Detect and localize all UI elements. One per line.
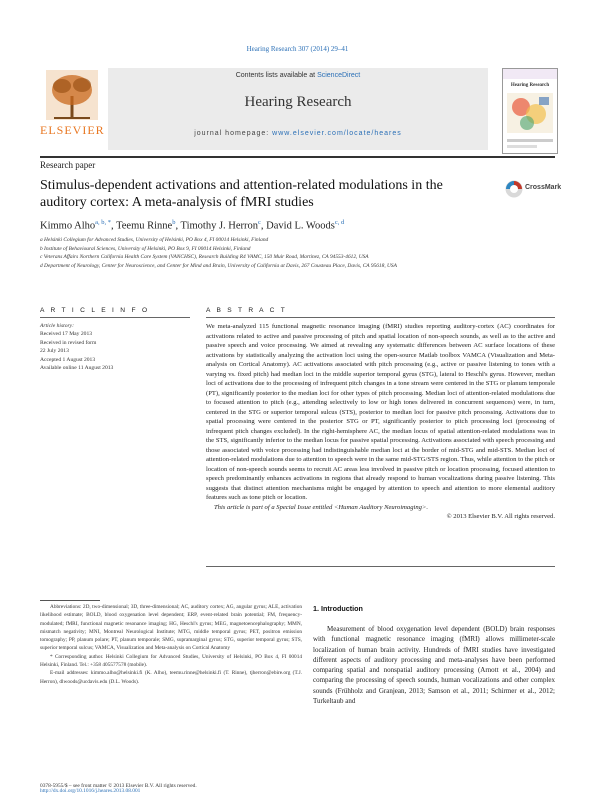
divider xyxy=(206,317,555,318)
sciencedirect-link[interactable]: ScienceDirect xyxy=(317,72,361,79)
contents-line xyxy=(108,72,488,79)
article-info-heading: A R T I C L E I N F O xyxy=(40,307,150,314)
author-affiliation-marks[interactable]: b xyxy=(172,219,176,226)
author-affiliation-marks[interactable]: a, b, * xyxy=(95,219,112,226)
affiliation: c Veterans Affairs Northern California Health Care System (VANCHSC), Research Building R4 VAMC, 150 Muir Road, Martinez, CA 94553-4612, USA xyxy=(40,254,369,261)
homepage-prefix: journal homepage: xyxy=(194,130,273,137)
abbreviations-footnote: Abbreviations: 2D, two-dimensional; 3D, three-dimensional; AC, auditory cortex; AG, angular gyrus; ALE, activation likelihood estimate; BOLD, blood oxygenation level dependent; ERP, event-related brain potential; FM, frequency-modulated; fMRI, functional magnetic resonance imaging; HG, Heschl's gyrus; MEG, magnetoencephalography; MMN, mismatch negativity; MNI, Montreal Neurological Institute; MTG, middle temporal gyrus; PET, positron emission tomography; PP, planum polare; PT, planum temporale; SMG, supramarginal gyrus; STG, superior temporal gyrus; STS, superior temporal sulcus; VAMCA, Visualization and Meta-analysis on Cortical Anatomy xyxy=(40,604,302,652)
introduction-body xyxy=(313,624,555,706)
special-issue-note: This article is part of a Special Issue entitled <Human Auditory Neuroimaging>. xyxy=(214,503,429,511)
abstract-body: We meta-analyzed 115 functional magnetic resonance imaging (fMRI) studies reporting auditory-cortex (AC) coordinates for activations related to active and passive processing of pitch and spatial location of non-speech sounds, as well as to the active and passive speech and voice processing. We aimed at revealing any systematic differences between AC surface locations of these activations by statistically analyzing the activation loci using the open-source Matlab toolbox VAMCA (Visualization and Meta-analysis on Cortical Anatomy). AC activations associated with pitch processing (e.g., active or passive listening to tones with a varying vs. fixed pitch) had median loci in the middle superior temporal gyrus (STG), lateral to Heschl's gyrus. However, median loci of activations due to the processing of infrequent pitch changes in a tone stream were centered in the STG or planum temporale (PT), significantly posterior to the median loci for other types of pitch processing. Median loci of attention-related modulations due to focused attention to pitch (e.g., attending selectively to low or high tones delivered in concurrent sequences) were, in turn, centered in the STG or superior temporal sulcus (STS), posterior to median loci for passive pitch processing. Activations due to spatial processing were centered in the posterior STG or PT, significantly posterior to pitch processing loci (processing of infrequent pitch changes excluded). In the right-hemisphere AC, the median locus of spatial attention-related modulations was in the STS, significantly inferior to the median locus for passive spatial processing. Activations associated with speech processing and those associated with voice processing had indistinguishable median loci at the border of mid-STG and mid-STS. Median loci of attention-related modulations due to attention to speech were in the same mid-STG/STS region. Thus, while attention to the pitch or location of non-speech sounds seems to recruit AC areas less involved in passive pitch or location processing, focused attention to speech predominantly enhances activations in regions that already respond to human vocalizations during passive listening. This suggests that distinct attention mechanisms might be engaged by attention to speech and attention to more elemental auditory features such as tone pitch or location. xyxy=(206,323,555,501)
author-affiliation-marks[interactable]: c xyxy=(258,219,261,226)
cover-journal-title: Hearing Research xyxy=(510,83,550,88)
homepage-link[interactable]: www.elsevier.com/locate/heares xyxy=(272,130,402,137)
history-entry: Available online 11 August 2013 xyxy=(40,365,114,372)
masthead xyxy=(108,68,488,150)
affiliation: d Department of Neurology, Center for Neuroscience, and Center for Mind and Brain, University of California at Davis, 267 Cousteau Place, Davis, CA 95618, USA xyxy=(40,262,397,269)
author-list: Kimmo Alho$^{a, b, *}$, Teemu Rinne$^b$, Timothy J. Herron$^c$, David L. Woods$^{c, d}$ xyxy=(40,219,345,232)
history-title: Article history: xyxy=(40,323,75,329)
footnotes xyxy=(40,603,302,686)
author-affiliation-marks[interactable]: c, d xyxy=(334,219,345,226)
journal-header xyxy=(40,68,555,156)
author-name[interactable]: Teemu Rinne xyxy=(116,220,173,232)
history-entry: 22 July 2013 xyxy=(40,348,69,355)
abstract xyxy=(206,322,555,522)
history-entry: Received 17 May 2013 xyxy=(40,331,93,338)
affiliation: b Institute of Behavioural Sciences, University of Helsinki, PO Box 9, FI 00014 Helsinki, Finland xyxy=(40,245,251,252)
journal-cover-thumbnail[interactable] xyxy=(502,68,558,154)
header-rule xyxy=(40,156,555,158)
crossmark-badge[interactable] xyxy=(505,180,562,200)
abstract-copyright: © 2013 Elsevier B.V. All rights reserved. xyxy=(446,513,555,520)
corresponding-author-footnote: * Corresponding author. Helsinki Collegium for Advanced Studies, University of Helsinki, PO Box 4, FI 00014 Helsinki, Finland. Tel.: +358 405577578 (mobile). xyxy=(40,653,302,669)
contents-prefix: Contents lists available at xyxy=(235,72,318,79)
crossmark-label: CrossMark xyxy=(525,184,562,191)
author-name[interactable]: Timothy J. Herron xyxy=(180,220,259,232)
author-name[interactable]: Kimmo Alho xyxy=(40,220,96,232)
divider xyxy=(206,566,555,567)
article-history xyxy=(40,322,190,372)
history-entry: Received in revised form xyxy=(40,339,97,346)
issn-copyright-line: 0378-5955/$ – see front matter © 2013 Elsevier B.V. All rights reserved. xyxy=(40,783,197,789)
section-heading-introduction: 1. Introduction xyxy=(313,604,363,613)
author-name[interactable]: David L. Woods xyxy=(266,220,335,232)
elsevier-tree-logo xyxy=(40,68,104,140)
article-type: Research paper xyxy=(40,160,96,170)
email-footnote[interactable]: E-mail addresses: kimmo.alho@helsinki.fi (K. Alho), teemu.rinne@helsinki.fi (T. Rinne), tjherron@ebire.org (T.J. Herron), dlwoods@ucdavis.edu (D.L. Woods). xyxy=(40,670,302,685)
affiliations xyxy=(40,236,480,270)
article-title: Stimulus-dependent activations and attention-related modulations in the auditory cortex: A meta-analysis of fMRI studies xyxy=(40,178,443,210)
crossmark-icon xyxy=(505,180,523,198)
paragraph: Measurement of blood oxygenation level dependent (BOLD) brain responses with functional magnetic resonance imaging (fMRI) allows millimeter-scale localization of human brain activity. Hundreds of fMRI studies have investigated different aspects of auditory processing and meta-analyses have been performed comparing spatial and nonspatial auditory processing (Arnott et al., 2004) and comparing the processing of speech sounds, human vocalizations and other complex sounds (Frühholz and Granjean, 2013; Samson et al., 2011; Schirmer et al., 2012; Turkeltaub and xyxy=(313,625,555,706)
history-entry: Accepted 1 August 2013 xyxy=(40,356,96,363)
journal-homepage-line xyxy=(108,130,488,137)
journal-citation[interactable]: Hearing Research 307 (2014) 29–41 xyxy=(246,45,349,53)
divider xyxy=(40,317,190,318)
doi-link[interactable]: http://dx.doi.org/10.1016/j.heares.2013.08.001 xyxy=(40,788,141,794)
footnote-rule xyxy=(40,600,100,601)
journal-title: Hearing Research xyxy=(244,94,352,110)
abstract-heading: A B S T R A C T xyxy=(206,307,288,314)
affiliation: a Helsinki Collegium for Advanced Studies, University of Helsinki, PO Box 4, FI 00014 Helsinki, Finland xyxy=(40,237,269,243)
elsevier-wordmark: ELSEVIER xyxy=(40,123,105,137)
